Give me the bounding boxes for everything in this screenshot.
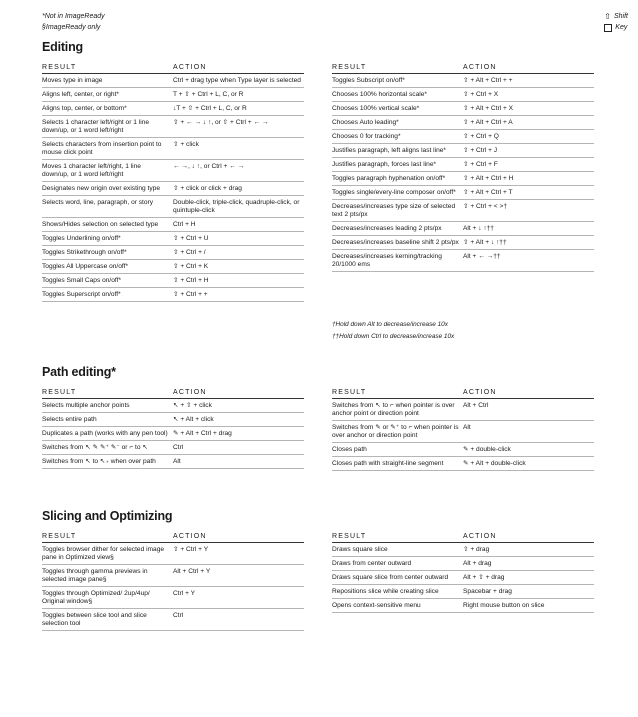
path-right-table	[332, 389, 594, 471]
row-action: ⇧ + click or click + drag	[173, 184, 242, 192]
row-action: ⇧ + Ctrl + X	[463, 90, 499, 98]
header-action: ACTION	[463, 64, 497, 71]
row-result: Designates new origin over existing type	[42, 184, 161, 192]
table-row	[332, 158, 594, 172]
row-action: ⇧ + Alt + Ctrl + H	[463, 174, 514, 182]
header-result: RESULT	[332, 64, 367, 71]
row-action: ⇧ + drag	[463, 545, 490, 553]
slicing-left-table	[42, 533, 304, 631]
table-row	[42, 196, 304, 218]
row-result: Aligns top, center, or bottom*	[42, 104, 127, 112]
row-action: Ctrl	[173, 611, 184, 619]
row-action: ⇧ + Ctrl + < >†	[463, 202, 508, 210]
row-result: Selects multiple anchor points	[42, 401, 130, 409]
table-row	[332, 130, 594, 144]
path-left-table	[42, 389, 304, 469]
shift-arrow-icon: ⇧	[604, 12, 611, 21]
table-row	[42, 182, 304, 196]
header-action: ACTION	[463, 533, 497, 540]
path-editing-title: Path editing*	[42, 365, 116, 379]
table-row	[42, 102, 304, 116]
row-result: Selects word, line, paragraph, or story	[42, 198, 154, 206]
row-action: ⇧ + Alt + ↓ ↑††	[463, 238, 507, 246]
table-row	[332, 399, 594, 421]
row-action: Double-click, triple-click, quadruple-click, or quintuple-click	[173, 198, 300, 214]
table-row	[42, 587, 304, 609]
table-row	[332, 88, 594, 102]
row-action: ↖ + Alt + click	[173, 415, 214, 423]
table-row	[332, 557, 594, 571]
row-action: ↖ + ⇧ + click	[173, 401, 212, 409]
table-row	[42, 218, 304, 232]
table-header	[42, 64, 304, 74]
editing-right-table	[332, 64, 594, 272]
row-result: Switches from ↖ to ⌐ when pointer is over anchor point or direction point	[332, 401, 455, 417]
table-row	[332, 116, 594, 130]
table-header	[332, 389, 594, 399]
key-legend	[604, 11, 628, 33]
row-action: ⇧ + Alt + Ctrl + X	[463, 104, 514, 112]
table-row	[42, 116, 304, 138]
row-result: Justifies paragraph, left aligns last line*	[332, 146, 446, 154]
row-result: Toggles single/every-line composer on/off*	[332, 188, 456, 196]
table-row	[42, 609, 304, 631]
row-result: Toggles Superscript on/off*	[42, 290, 121, 298]
table-header	[42, 389, 304, 399]
row-result: Toggles Small Caps on/off*	[42, 276, 122, 284]
header-action: ACTION	[173, 533, 207, 540]
row-result: Moves 1 character left/right, 1 line down/up, or 1 word left/right	[42, 162, 141, 178]
slicing-right-table	[332, 533, 594, 613]
slicing-title: Slicing and Optimizing	[42, 509, 173, 523]
table-row	[42, 74, 304, 88]
row-result: Toggles browser dither for selected image pane in Optimized view§	[42, 545, 165, 561]
row-result: Toggles between slice tool and slice selection tool	[42, 611, 147, 627]
header-result: RESULT	[332, 389, 367, 396]
row-result: Decreases/increases leading 2 pts/px	[332, 224, 442, 232]
row-action: Right mouse button on slice	[463, 601, 545, 609]
table-row	[42, 455, 304, 469]
table-row	[332, 543, 594, 557]
row-result: Closes path with straight-line segment	[332, 459, 444, 467]
header-result: RESULT	[332, 533, 367, 540]
row-result: Selects characters from insertion point to mouse click point	[42, 140, 162, 156]
row-result: Selects 1 character left/right or 1 line down/up, or 1 word left/right	[42, 118, 150, 134]
table-row	[332, 74, 594, 88]
table-row	[42, 88, 304, 102]
table-row	[332, 186, 594, 200]
row-action: ⇧ + Alt + Ctrl + A	[463, 118, 513, 126]
row-action: ⇧ + Ctrl + U	[173, 234, 209, 242]
shift-label: Shift	[613, 13, 628, 20]
row-result: Shows/Hides selection on selected type	[42, 220, 159, 228]
header-action: ACTION	[463, 389, 497, 396]
row-action: Alt + drag	[463, 559, 492, 567]
row-result: Opens context-sensitive menu	[332, 601, 421, 609]
row-result: Toggles All Uppercase on/off*	[42, 262, 129, 270]
table-row	[332, 172, 594, 186]
table-row	[42, 427, 304, 441]
table-row	[332, 250, 594, 272]
row-action: Alt + ⇧ + drag	[463, 573, 505, 581]
row-action: ⇧ + Ctrl + Y	[173, 545, 209, 553]
row-result: Switches from ↖ ✎ ✎⁺ ✎⁻ or ⌐ to ↖	[42, 443, 148, 451]
table-header	[332, 64, 594, 74]
row-action: Alt + Ctrl + Y	[173, 567, 211, 575]
table-row	[332, 585, 594, 599]
table-row	[332, 102, 594, 116]
key-box-icon	[604, 24, 612, 32]
table-row	[42, 441, 304, 455]
row-result: Decreases/increases baseline shift 2 pts/px	[332, 238, 459, 246]
row-action: ← →, ↓ ↑, or Ctrl + ← →	[173, 162, 245, 170]
row-result: Closes path	[332, 445, 367, 453]
table-row	[42, 288, 304, 302]
row-action: Ctrl + Y	[173, 589, 196, 597]
table-row	[332, 599, 594, 613]
row-result: Duplicates a path (works with any pen tool)	[42, 429, 168, 437]
editing-title: Editing	[42, 40, 83, 54]
row-action: ⇧ + Ctrl + H	[173, 276, 209, 284]
note-not-in-imageready: *Not in ImageReady	[42, 13, 105, 20]
table-row	[42, 543, 304, 565]
row-result: Chooses 100% horizontal scale*	[332, 90, 427, 98]
row-action: ⇧ + Ctrl + F	[463, 160, 498, 168]
row-result: Decreases/increases type size of selected text 2 pts/px	[332, 202, 456, 218]
row-result: Decreases/increases kerning/tracking 20/1000 ems	[332, 252, 442, 268]
header-result: RESULT	[42, 533, 77, 540]
row-action: Alt	[463, 423, 471, 431]
header-action: ACTION	[173, 64, 207, 71]
row-result: Draws square slice	[332, 545, 388, 553]
key-label: Key	[615, 24, 628, 31]
row-result: Toggles Strikethrough on/off*	[42, 248, 127, 256]
footnote-alt: †Hold down Alt to decrease/increase 10x	[332, 321, 448, 328]
table-row	[42, 274, 304, 288]
row-action: ⇧ + Ctrl + K	[173, 262, 209, 270]
row-result: Switches from ✎ or ✎⁺ to ⌐ when pointer is over anchor or direction point	[332, 423, 459, 439]
row-action: ⇧ + Ctrl + /	[173, 248, 206, 256]
footnote-ctrl: ††Hold down Ctrl to decrease/increase 10x	[332, 333, 455, 340]
row-action: T + ⇧ + Ctrl + L, C, or R	[173, 90, 244, 98]
row-result: Aligns left, center, or right*	[42, 90, 119, 98]
row-action: ⇧ + Ctrl + J	[463, 146, 498, 154]
table-row	[42, 413, 304, 427]
table-row	[42, 399, 304, 413]
row-action: Ctrl + H	[173, 220, 196, 228]
row-result: Toggles through gamma previews in selected image pane§	[42, 567, 148, 583]
row-action: Alt + ← →††	[463, 252, 501, 260]
table-row	[332, 421, 594, 443]
row-action: Alt + Ctrl	[463, 401, 489, 409]
row-action: Spacebar + drag	[463, 587, 512, 595]
table-header	[332, 533, 594, 543]
editing-left-table	[42, 64, 304, 302]
row-action: Ctrl + drag type when Type layer is selected	[173, 76, 301, 84]
row-result: Draws from center outward	[332, 559, 412, 567]
row-action: ⇧ + Alt + Ctrl + +	[463, 76, 513, 84]
row-result: Repositions slice while creating slice	[332, 587, 439, 595]
row-action: ⇧ + click	[173, 140, 199, 148]
table-row	[332, 457, 594, 471]
row-action: ⇧ + Ctrl + Q	[463, 132, 499, 140]
row-result: Toggles through Optimized/ 2up/4up/ Original window§	[42, 589, 150, 605]
note-imageready-only: §ImageReady only	[42, 24, 101, 31]
row-action: ✎ + Alt + Ctrl + drag	[173, 429, 232, 437]
row-action: ⇧ + Alt + Ctrl + T	[463, 188, 513, 196]
table-row	[42, 138, 304, 160]
row-result: Draws square slice from center outward	[332, 573, 449, 581]
row-result: Switches from ↖ to ↖₊ when over path	[42, 457, 156, 465]
table-row	[332, 443, 594, 457]
table-header	[42, 533, 304, 543]
table-row	[42, 246, 304, 260]
table-row	[42, 260, 304, 274]
row-result: Chooses Auto leading*	[332, 118, 399, 126]
header-result: RESULT	[42, 389, 77, 396]
row-result: Justifies paragraph, forces last line*	[332, 160, 437, 168]
row-result: Toggles Subscript on/off*	[332, 76, 405, 84]
row-result: Chooses 100% vertical scale*	[332, 104, 420, 112]
header-result: RESULT	[42, 64, 77, 71]
table-row	[332, 222, 594, 236]
row-action: Ctrl	[173, 443, 184, 451]
row-action: ✎ + double-click	[463, 445, 511, 453]
row-result: Moves type in image	[42, 76, 103, 84]
table-row	[42, 565, 304, 587]
table-row	[332, 571, 594, 585]
row-action: ⇧ + ← → ↓ ↑, or ⇧ + Ctrl + ← →	[173, 118, 269, 126]
row-result: Toggles paragraph hyphenation on/off*	[332, 174, 446, 182]
row-action: ↓T + ⇧ + Ctrl + L, C, or R	[173, 104, 247, 112]
table-row	[42, 160, 304, 182]
row-action: Alt	[173, 457, 181, 465]
table-row	[42, 232, 304, 246]
table-row	[332, 236, 594, 250]
row-action: ⇧ + Ctrl + +	[173, 290, 208, 298]
row-result: Selects entire path	[42, 415, 97, 423]
header-action: ACTION	[173, 389, 207, 396]
table-row	[332, 200, 594, 222]
row-action: Alt + ↓ ↑††	[463, 224, 494, 232]
row-result: Chooses 0 for tracking*	[332, 132, 401, 140]
row-result: Toggles Underlining on/off*	[42, 234, 121, 242]
table-row	[332, 144, 594, 158]
row-action: ✎ + Alt + double-click	[463, 459, 526, 467]
